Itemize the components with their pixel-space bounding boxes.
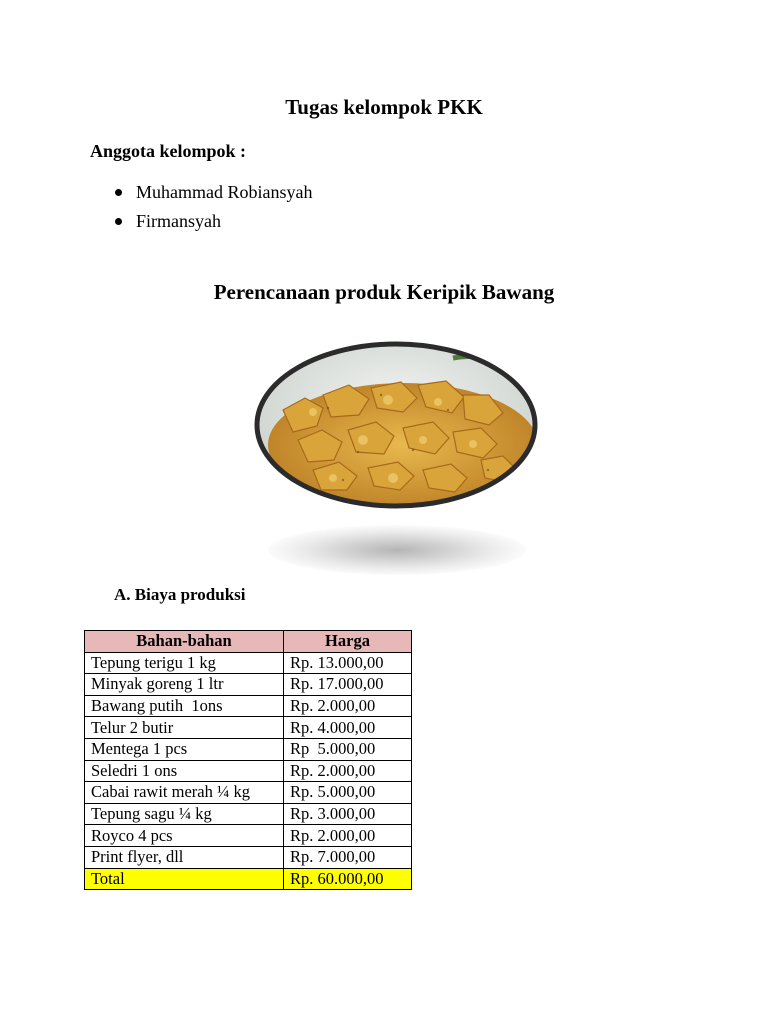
table-row [85, 846, 412, 868]
table-row [85, 717, 412, 739]
members-heading: Anggota kelompok : [90, 141, 247, 161]
table-header-row [85, 631, 412, 653]
price-cell: Rp. 13.000,00 [284, 652, 412, 674]
bullet-icon [115, 189, 122, 196]
member-name: Muhammad Robiansyah [136, 182, 313, 202]
table-row [85, 782, 412, 804]
photo-shadow [268, 525, 526, 575]
item-cell: Royco 4 pcs [85, 825, 284, 847]
column-header-item: Bahan-bahan [85, 631, 284, 653]
item-cell: Tepung sagu ¼ kg [85, 803, 284, 825]
bullet-icon [115, 218, 122, 225]
total-row [85, 868, 412, 890]
price-cell: Rp. 4.000,00 [284, 717, 412, 739]
document-title: Tugas kelompok PKK [285, 95, 483, 119]
item-cell: Mentega 1 pcs [85, 738, 284, 760]
item-cell: Tepung terigu 1 kg [85, 652, 284, 674]
cost-table [84, 630, 412, 890]
column-header-price: Harga [284, 631, 412, 653]
table-row [85, 652, 412, 674]
item-cell: Cabai rawit merah ¼ kg [85, 782, 284, 804]
price-cell: Rp. 7.000,00 [284, 846, 412, 868]
item-cell: Seledri 1 ons [85, 760, 284, 782]
chips-image [253, 340, 539, 510]
section-heading: A. Biaya produksi [114, 585, 246, 604]
price-cell: Rp 5.000,00 [284, 738, 412, 760]
item-cell: Print flyer, dll [85, 846, 284, 868]
table-row [85, 674, 412, 696]
total-value: Rp. 60.000,00 [284, 868, 412, 890]
price-cell: Rp. 17.000,00 [284, 674, 412, 696]
price-cell: Rp. 2.000,00 [284, 760, 412, 782]
table-row [85, 695, 412, 717]
item-cell: Bawang putih 1ons [85, 695, 284, 717]
item-cell: Minyak goreng 1 ltr [85, 674, 284, 696]
members-list [110, 178, 312, 236]
price-cell: Rp. 5.000,00 [284, 782, 412, 804]
member-item [110, 207, 312, 236]
item-cell: Telur 2 butir [85, 717, 284, 739]
table-row [85, 803, 412, 825]
product-title: Perencanaan produk Keripik Bawang [213, 280, 555, 304]
table-row [85, 760, 412, 782]
price-cell: Rp. 2.000,00 [284, 825, 412, 847]
table-row [85, 825, 412, 847]
keripik-bawang-photo [253, 340, 539, 510]
price-cell: Rp. 2.000,00 [284, 695, 412, 717]
member-name: Firmansyah [136, 211, 221, 231]
price-cell: Rp. 3.000,00 [284, 803, 412, 825]
table-row [85, 738, 412, 760]
total-label: Total [85, 868, 284, 890]
member-item [110, 178, 312, 207]
